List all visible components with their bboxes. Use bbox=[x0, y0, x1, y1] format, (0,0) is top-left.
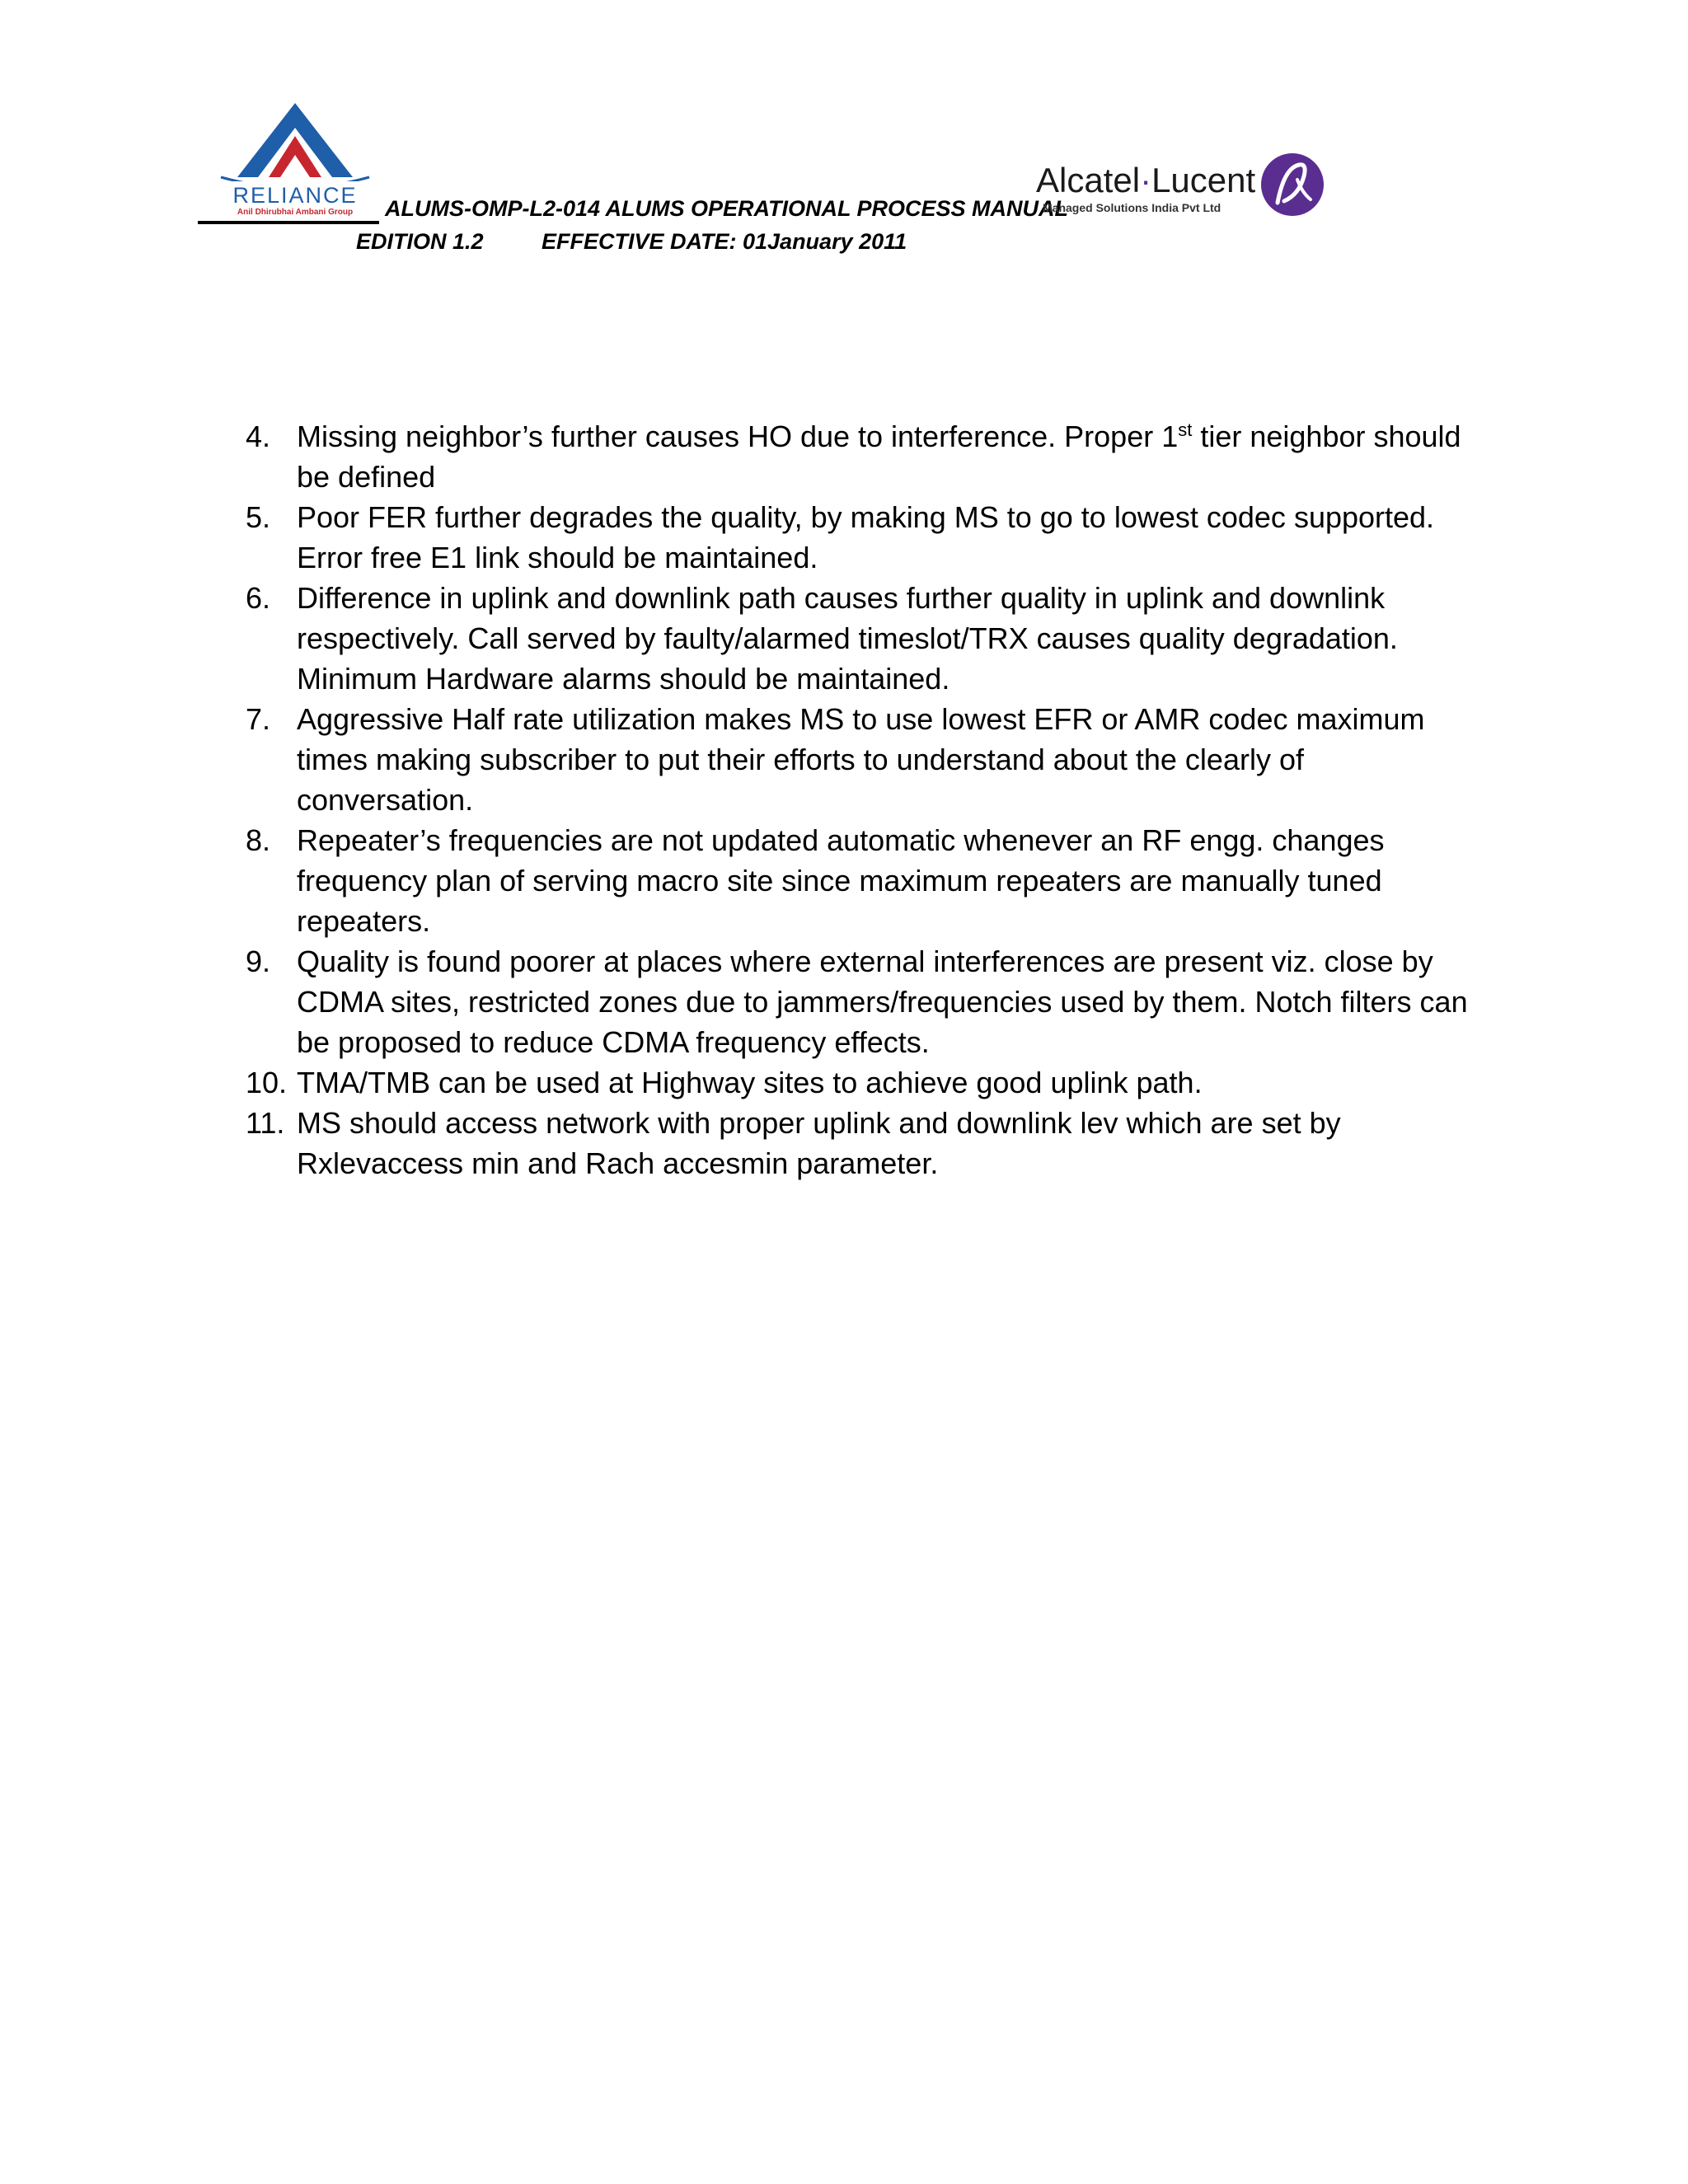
list-item-number: 7. bbox=[246, 702, 271, 736]
list-item bbox=[246, 820, 1474, 941]
list-item-number: 10. bbox=[246, 1066, 288, 1099]
alcatel-lucent-logo-icon bbox=[1259, 152, 1325, 218]
list-item-number: 4. bbox=[246, 419, 271, 453]
alcatel-lucent-wordmark bbox=[1036, 162, 1255, 199]
page-header bbox=[0, 0, 1688, 272]
document-title: ALUMS-OMP-L2-014 ALUMS OPERATIONAL PROCESS MANUAL bbox=[385, 196, 1069, 221]
list-item-text: Poor FER further degrades the quality, by making MS to go to lowest codec supported. Error free E1 link should be maintained. bbox=[297, 500, 1435, 574]
list-item-text: Aggressive Half rate utilization makes MS to use lowest EFR or AMR codec maximum times making subscriber to put their efforts to understand about the clearly of conversation. bbox=[297, 702, 1425, 817]
list-item-text: Quality is found poorer at places where external interferences are present viz. close by CDMA sites, restricted zones due to jammers/frequencies used by them. Notch filters can be proposed to reduce CDMA frequency effects. bbox=[297, 944, 1468, 1059]
list-item-text: TMA/TMB can be used at Highway sites to achieve good uplink path. bbox=[297, 1066, 1203, 1099]
reliance-group-name: Anil Dhirubhai Ambani Group bbox=[237, 208, 354, 217]
numbered-list bbox=[246, 416, 1474, 1183]
brand-separator: · bbox=[1140, 161, 1152, 199]
superscript-st: st bbox=[1178, 419, 1193, 440]
list-item-text: Repeater’s frequencies are not updated automatic whenever an RF engg. changes frequency plan of serving macro site since maximum repeaters are manually tuned repeaters. bbox=[297, 823, 1385, 938]
list-item bbox=[246, 416, 1474, 497]
list-item-number: 6. bbox=[246, 581, 271, 615]
list-item bbox=[246, 1103, 1474, 1183]
reliance-wordmark: RELIANCE bbox=[232, 183, 358, 208]
list-item-number: 9. bbox=[246, 944, 271, 978]
document-body bbox=[246, 416, 1474, 1183]
alcatel-name: Alcatel bbox=[1036, 161, 1141, 199]
list-item bbox=[246, 578, 1474, 699]
lucent-name: Lucent bbox=[1151, 161, 1256, 199]
list-item-number: 11. bbox=[246, 1106, 285, 1140]
document-edition: EDITION 1.2 bbox=[356, 229, 484, 254]
list-item-text: Difference in uplink and downlink path causes further quality in uplink and downlink respectively. Call served by faulty/alarmed timeslot/TRX causes quality degradation. Minimum Hardware alarms should be maintained. bbox=[297, 581, 1398, 696]
list-item bbox=[246, 497, 1474, 578]
list-item-number: 5. bbox=[246, 500, 271, 534]
list-item bbox=[246, 1062, 1474, 1103]
alcatel-subtitle: Managed Solutions India Pvt Ltd bbox=[1043, 201, 1221, 214]
list-item-text: MS should access network with proper uplink and downlink lev which are set by Rxlevaccess min and Rach accesmin parameter. bbox=[297, 1106, 1341, 1180]
document-effective-date: EFFECTIVE DATE: 01January 2011 bbox=[542, 229, 907, 254]
list-item bbox=[246, 941, 1474, 1062]
header-rule bbox=[198, 221, 379, 224]
list-item-number: 8. bbox=[246, 823, 271, 857]
list-item bbox=[246, 699, 1474, 820]
list-item-text: Missing neighbor’s further causes HO due to interference. Proper 1 bbox=[297, 419, 1179, 453]
list-item-text-continued: tier neighbor should be defined bbox=[297, 419, 1461, 494]
